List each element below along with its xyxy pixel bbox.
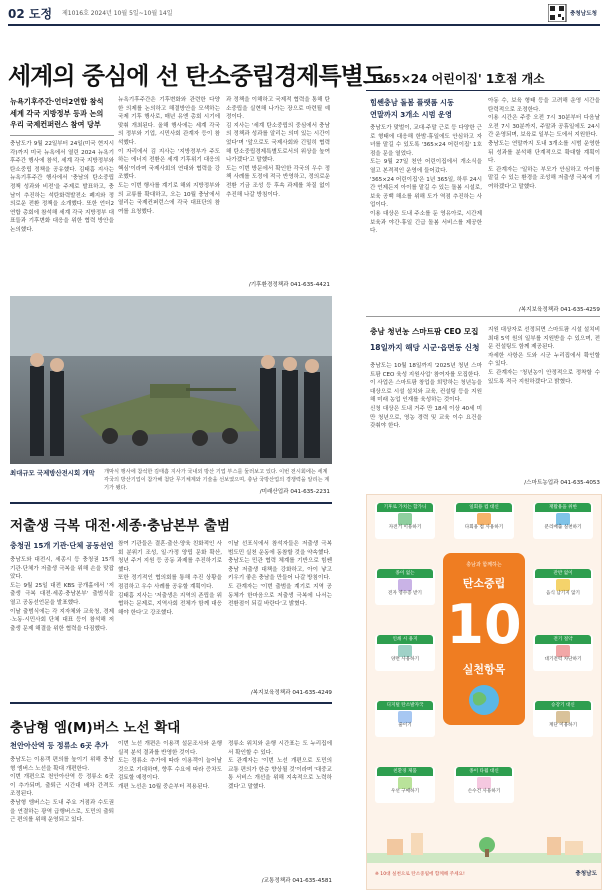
article1-col3: 과 정책을 이해하고 국제적 협력을 통해 탄소중립을 실현해 나가는 장으로 마련될 예정이다. 김 지사는 '세계 탄소중립의 중심에서 충남의 정책과 성과를 알리는 의미 있는 시간이었다'며 '앞으로도 국제사회와 긴밀히 협력해 탄소중립경제특별도로서의 위상을 높여 나가겠다'고 말했다. 도는 이번 방문에서 확인한 각국의 우수 정책 사례를 도정에 적극 반영하고, 정의로운 전환 기금 조성 등 후속 과제를 차질 없이 추진해 나갈 방침이다. [226, 97, 330, 198]
poster-number: 10 [446, 593, 522, 656]
article1-col2: 뉴욕기후주간은 기후변화와 관련한 다양한 의제를 논의하고 해결방안을 모색하는 국제 기후 행사로, 매년 유엔 총회 시기에 맞춰 개최된다. 올해 행사에는 세계 각국의 정부와 기업, 시민사회 관계자 등이 참석했다. 이 자리에서 김 지사는 '지방정부가 주도하는 에너지 전환은 세계 기후위기 대응의 핵심'이라며 국제사회의 연대와 협력을 강조했다. 도는 이번 행사를 계기로 해외 지방정부와의 교류를 확대하고, 오는 10월 충남에서 열리는 국제컨퍼런스에 각국 대표단의 참여를 요청했다. [118, 97, 220, 215]
article5-title: 충남형 엠(M)버스 노선 확대 [10, 720, 181, 736]
article3-title: 충남 청년농 스마트팜 CEO 모집 [370, 327, 479, 336]
article5-credit: /교통정책과 041-635-4581 [261, 878, 332, 884]
article2-col1: 충남도가 맞벌이, 교대·주말 근로 등 다양한 근로 형태에 대응해 한밤·휴일에도 안심하고 자녀를 맡길 수 있도록 '365×24 어린이집' 1호점을 문을 열었다. 도는 9월 27일 천안 어린이집에서 개소식을 열고 본격적인 운영에 들어갔다. '365×24 어린이집'은 1년 365일, 하루 24시간 언제든지 아이를 맡길 수 있는 돌봄 시설로, 보육 공백 해소를 위해 도가 역점 추진하는 사업이다. 이용 대상은 도내 주소를 둔 영유아로, 시간제 보육과 야간·휴일 긴급 돌봄 서비스를 제공한다. [370, 125, 482, 235]
bicycle-icon [398, 513, 412, 525]
photo-caption: 개막식 행사에 참석한 김태흠 지사가 국내외 방산 기업 부스를 둘러보고 있다. 이번 전시회에는 세계 각국의 방산기업이 참가해 첨단 무기체계와 기술을 선보였으며, 충남 국방산업의 경쟁력을 알리는 계기가 됐다. [104, 469, 330, 491]
city-icon [367, 829, 601, 863]
article4-subtitle: 충청권 15개 기관·단체 공동선언 [10, 541, 114, 550]
issue-info: 제1016호 2024년 10월 5일~10월 14일 [62, 10, 173, 17]
poster-item-9: 친환경 제품 우선 구매하기 [375, 767, 435, 803]
cup-icon [477, 513, 491, 525]
receipt-icon [398, 579, 412, 591]
poster-item-1: 일회용 컵 대신 다회용 컵 사용하기 [454, 503, 514, 539]
earth-icon [455, 683, 513, 717]
photo-label: 최대규모 국제방산전시회 개막 [10, 469, 95, 477]
article5-col3: 정류소 위치와 운행 시간표는 도 누리집에서 확인할 수 있다. 도 관계자는 '이번 노선 개편으로 도민의 교통 편의가 한층 향상될 것'이라며 '대중교통 서비스 개선을 위해 지속적으로 노력하겠다'고 말했다. [228, 741, 332, 790]
qr-code[interactable] [548, 4, 600, 22]
article2-subtitle: 힘쎈충남 돌봄 플랫폼 시동 연말까지 3개소 시범 운영 [370, 98, 454, 119]
carbon-neutral-poster [366, 494, 602, 890]
food-icon [556, 579, 570, 591]
stairs-icon [556, 711, 570, 723]
province-logo: 충청남도 [575, 871, 597, 877]
photo-illustration [10, 296, 332, 464]
poster-item-8: 승강기 대신 계단 이용하기 [533, 701, 593, 737]
article5-col1: 충남도는 이용객 편의를 높이기 위해 충남형 엠버스 노선을 확대 개편한다. 이번 개편으로 천안아산역 등 정류소 6곳이 추가되며, 출퇴근 시간대 배차 간격도 조정된다. 충남형 엠버스는 도내 주요 거점과 수도권을 연결하는 광역 급행버스로, 도민의 출퇴근 편의를 위해 운영되고 있다. [10, 757, 114, 824]
photo-credit: /미래산업과 041-635-2231 [259, 489, 330, 495]
poster-item-10: 종이 타월 대신 손수건 사용하기 [454, 767, 514, 803]
article4-credit: /복지보육정책과 041-635-4249 [250, 690, 332, 696]
article3-col1: 충남도는 10월 18일까지 '2025년 청년 스마트팜 CEO 육성 지원사업' 참여자를 모집한다. 이 사업은 스마트팜 창업을 희망하는 청년농을 대상으로 시설 설치와 교육, 컨설팅 등을 지원해 미래 농업 인재를 육성하는 것이다. 신청 대상은 도내 거주 만 18세 이상 40세 미만 청년으로, 영농 경력 및 교육 이수 요건을 갖춰야 한다. [370, 363, 482, 430]
article5-subtitle: 천안아산역 등 정류소 6곳 추가 [10, 741, 109, 750]
recycle-icon [556, 513, 570, 525]
poster-item-7: 디지털 탄소발자국 줄이기 [375, 701, 435, 737]
poster-item-4: 잔반 없이 음식 남기지 않기 [533, 569, 593, 605]
article4-col3: 이날 선포식에서 참석자들은 저출생 극복 범도민 실천 운동에 동참할 것을 약속했다. 충남도는 민관 협력 체계를 기반으로 힘쎈충남 저출생 대책을 강화하고, 아이 낳고 키우기 좋은 충남을 만들어 나갈 방침이다. 도 관계자는 '이번 출범을 계기로 지역 공동체가 한마음으로 저출생 극복에 나서는 전환점이 되길 바란다'고 밝혔다. [228, 541, 332, 608]
article2-divider [366, 90, 600, 91]
qr-icon [548, 4, 570, 22]
article3-subtitle: 18일까지 해당 시군·읍면동 신청 [370, 343, 480, 352]
exhibition-photo [10, 296, 332, 464]
poster-item-2: 재활용을 위한 분리배출 실천하기 [533, 503, 593, 539]
article4-col2: 참여 기관들은 결혼·출산·양육 친화적인 사회 분위기 조성, 일·가정 양립 문화 확산, 청년 주거 지원 등 공동 과제를 추진하기로 했다. 또한 정기적인 협의회를 통해 추진 상황을 점검하고 우수 사례를 공유할 계획이다. 김태흠 지사는 '저출생은 지역의 존립을 위협하는 문제로, 지역사회 전체가 함께 대응해야 한다'고 강조했다. [118, 541, 222, 616]
article5-top-divider [10, 702, 332, 704]
article2-col2: 아동 수, 보육 형태 등을 고려해 운영 시간을 탄력적으로 조정한다. 이용 시간은 주중 오전 7시 30분부터 다음날 오전 7시 30분까지, 주말과 공휴일에도 24시간 운영되며, 보육료 일부는 도에서 지원한다. 충남도는 연말까지 도내 3개소를 시범 운영한 뒤 성과를 분석해 단계적으로 확대할 계획이다. 도 관계자는 '일하는 부모가 안심하고 아이를 맡길 수 있는 환경을 조성해 저출생 극복에 기여하겠다'고 말했다. [488, 98, 600, 190]
poster-illustration [367, 829, 601, 863]
article2-credit: /복지보육정책과 041-635-4259 [518, 307, 600, 313]
eco-product-icon [398, 777, 412, 789]
article1-subtitle: 뉴욕기후주간·언더2연합 참석 세계 각국 지방정부 등과 논의 우리 국제컨퍼런스 참여 당부 [10, 97, 104, 129]
poster-item-5: 인쇄 시 용지 양면 사용하기 [375, 635, 435, 671]
poster-subtitle: 실천항목 [462, 663, 506, 676]
article5-col2: 이번 노선 개편은 이용객 설문조사와 운행 실적 분석 결과를 반영한 것이다. 도는 정류소 추가에 따라 이용객이 늘어날 것으로 기대하며, 향후 수요에 따라 증차도 검토할 예정이다. 개편 노선은 10월 중순부터 적용된다. [118, 741, 222, 790]
page-section-label: 02 도정 [8, 7, 53, 21]
plug-icon [556, 645, 570, 657]
article1-col1: 충남도가 9월 22일부터 24일(미국 현지시각)까지 미국 뉴욕에서 열린 2024 뉴욕기후주간 행사에 참석, 세계 각국 지방정부와 탄소중립 정책을 공유했다. 김태흠 지사는 뉴욕기후주간 행사에서 '충남의 탄소중립 정책 성과와 비전'을 주제로 발표하고, 충남이 추진하는 석탄화력발전소 폐지와 정의로운 전환 정책을 소개했다. 또한 언더2연합 총회에 참석해 세계 각국 지방정부 대표들과 기후변화 대응을 위한 협력 방안을 논의했다. [10, 141, 114, 233]
subtitle-divider [10, 135, 114, 136]
article1-credit: /기후환경정책과 041-635-4421 [248, 282, 330, 288]
poster-title-big: 탄소중립 [462, 577, 506, 590]
article4-top-divider [10, 502, 332, 504]
handkerchief-icon [477, 777, 491, 789]
article4-col1: 충남도와 대전시, 세종시 등 충청권 15개 기관·단체가 저출생 극복을 위해 손을 맞잡았다. 도는 9월 25일 대전 KBS 공개홀에서 '저출생 극복 대전·세종·충남본부' 출범식을 열고 공동선언문을 발표했다. 이날 출범식에는 각 지자체와 교육청, 경제·노동·시민사회 단체 대표 등이 참석해 저출생 문제 해결을 위한 협력을 다짐했다. [10, 557, 114, 632]
article4-title: 저출생 극복 대전·세종·충남본부 출범 [10, 518, 230, 534]
header-divider [8, 24, 600, 26]
article3-credit: /스마트농업과 041-635-4053 [524, 480, 600, 486]
article3-col2: 지원 대상자로 선정되면 스마트팜 시설 설치비 최대 5억 원의 일부를 지원받을 수 있으며, 전문 컨설팅도 함께 제공된다. 자세한 사항은 도와 시군 누리집에서 확인할 수 있다. 도 관계자는 '청년농이 안정적으로 정착할 수 있도록 적극 지원하겠다'고 밝혔다. [488, 327, 600, 385]
paper-icon [398, 645, 412, 657]
article1-title: 세계의 중심에 선 탄소중립경제특별도 [8, 62, 386, 90]
article2-title: '365×24 어린이집' 1호점 개소 [372, 72, 545, 86]
poster-item-3: 종이 없는 전자 영수증 받기 [375, 569, 435, 605]
email-icon [398, 711, 412, 723]
poster-center-badge [443, 553, 525, 725]
poster-footer: ※ 10대 실천으로 탄소중립에 함께해 주세요! [375, 872, 465, 877]
qr-label: 충청남도청 [570, 11, 598, 17]
section-divider [366, 316, 600, 317]
poster-item-6: 전기 절약 대기전력 차단하기 [533, 635, 593, 671]
poster-item-0: 기후로 가치는 합가니 자전거 이용하기 [375, 503, 435, 539]
poster-title-small: 충남과 함께하는 [466, 562, 502, 568]
